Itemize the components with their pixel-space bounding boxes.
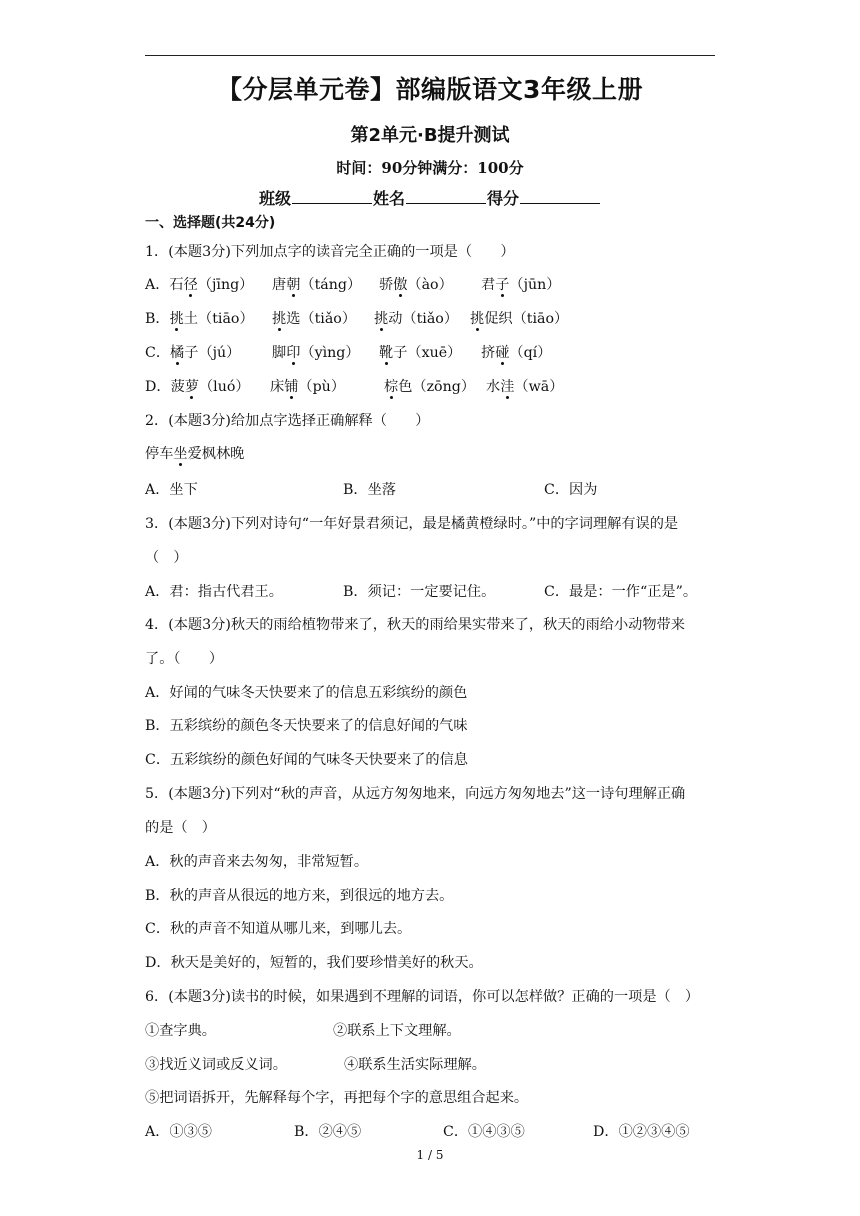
- q5-option-a: A．秋的声音来去匆匆，非常短暂。: [145, 854, 369, 870]
- q1-option-c: C．橘子（jú）: [145, 345, 241, 361]
- name-blank[interactable]: [406, 189, 486, 204]
- q1-option-c-item3: 靴子（xuē）: [379, 345, 462, 361]
- q4-option-a: A．好闻的气味冬天快要来了的信息五彩缤纷的颜色: [145, 685, 468, 701]
- q1-option-b-item3: 挑动（tiǎo）: [374, 311, 459, 327]
- q3-option-a: A．君：指古代君王。: [145, 584, 283, 600]
- q2-option-c: C．因为: [544, 482, 598, 498]
- class-label: 班级: [258, 189, 291, 208]
- q1-option-a-item3: 骄傲（ào）: [379, 277, 453, 293]
- q2-poem-line: 停车坐爱枫林晚: [145, 446, 245, 462]
- q1-option-a-item2: 唐朝（táng）: [272, 277, 362, 293]
- q5-option-c: C．秋的声音不知道从哪儿来，到哪儿去。: [145, 921, 412, 937]
- question-3-stem-line1: 3．(本题3分)下列对诗句“一年好景君须记，最是橘黄橙绿时。”中的字词理解有误的是: [145, 516, 679, 532]
- question-1-stem: 1．(本题3分)下列加点字的读音完全正确的一项是（ ）: [145, 244, 515, 260]
- question-6-stem: 6．(本题3分)读书的时候，如果遇到不理解的词语，你可以怎样做？正确的一项是（ ）: [145, 989, 700, 1005]
- class-blank[interactable]: [292, 189, 372, 204]
- q1-option-d-item4: 水洼（wā）: [486, 379, 564, 395]
- q4-option-b: B．五彩缤纷的颜色冬天快要来了的信息好闻的气味: [145, 718, 468, 734]
- q1-option-c-item4: 挤碰（qí）: [481, 345, 552, 361]
- q2-option-b: B．坐落: [343, 482, 396, 498]
- section-heading: 一、选择题(共24分): [145, 215, 276, 231]
- q1-option-d-item2: 床铺（pù）: [270, 379, 346, 395]
- question-5-stem-line1: 5．(本题3分)下列对“秋的声音，从远方匆匆地来，向远方匆匆地去”这一诗句理解正确: [145, 786, 686, 802]
- document-title: 【分层单元卷】部编版语文3年级上册: [217, 75, 643, 104]
- q6-option-c: C．①④③⑤: [443, 1124, 525, 1140]
- student-info-line: [0, 186, 860, 209]
- question-2-stem: 2．(本题3分)给加点字选择正确解释（ ）: [145, 413, 430, 429]
- q3-option-b: B．须记：一定要记住。: [343, 584, 496, 600]
- score-blank[interactable]: [520, 189, 600, 204]
- q4-option-c: C．五彩缤纷的颜色好闻的气味冬天快要来了的信息: [145, 752, 468, 768]
- name-label: 姓名: [372, 189, 405, 208]
- question-4-stem-line2: 了。（ ）: [145, 651, 224, 667]
- q6-option-b: B．②④⑤: [294, 1124, 362, 1140]
- q2-option-a: A．坐下: [145, 482, 198, 498]
- q6-method-4: ④联系生活实际理解。: [344, 1057, 486, 1073]
- page-number: 1 / 5: [416, 1148, 444, 1162]
- q1-option-b-item4: 挑促织（tiāo）: [470, 311, 569, 327]
- score-label: 得分: [487, 189, 520, 208]
- q1-option-b: B．挑土（tiāo）: [145, 311, 254, 327]
- q5-option-d: D．秋天是美好的，短暂的，我们要珍惜美好的秋天。: [145, 955, 483, 971]
- q6-option-a: A．①③⑤: [145, 1124, 212, 1140]
- header-rule: [145, 55, 715, 56]
- document-subtitle: 第2单元·B提升测试: [350, 125, 510, 146]
- q1-option-b-item2: 挑选（tiǎo）: [272, 311, 357, 327]
- q6-option-d: D．①②③④⑤: [593, 1124, 690, 1140]
- q5-option-b: B．秋的声音从很远的地方来，到很远的地方去。: [145, 888, 454, 904]
- q1-option-a: A．石径（jīng）: [145, 277, 254, 293]
- question-5-stem-line2: 的是（ ）: [145, 820, 216, 836]
- q1-option-a-item4: 君子（jūn）: [481, 277, 561, 293]
- q1-option-d-item3: 棕色（zōng）: [384, 379, 476, 395]
- q6-method-1: ①查字典。: [145, 1023, 216, 1039]
- time-score-line: 时间：90分钟满分：100分: [336, 159, 524, 177]
- question-3-stem-line2: （ ）: [145, 550, 188, 566]
- q3-option-c: C．最是：一作“正是”。: [544, 584, 698, 600]
- q6-method-2: ②联系上下文理解。: [333, 1023, 461, 1039]
- question-4-stem-line1: 4．(本题3分)秋天的雨给植物带来了，秋天的雨给果实带来了，秋天的雨给小动物带来: [145, 617, 685, 633]
- q1-option-d: D．菠萝（luó）: [145, 379, 250, 395]
- q6-method-5: ⑤把词语拆开，先解释每个字，再把每个字的意思组合起来。: [145, 1090, 529, 1106]
- q1-option-c-item2: 脚印（yìng）: [272, 345, 360, 361]
- q6-method-3: ③找近义词或反义词。: [145, 1057, 287, 1073]
